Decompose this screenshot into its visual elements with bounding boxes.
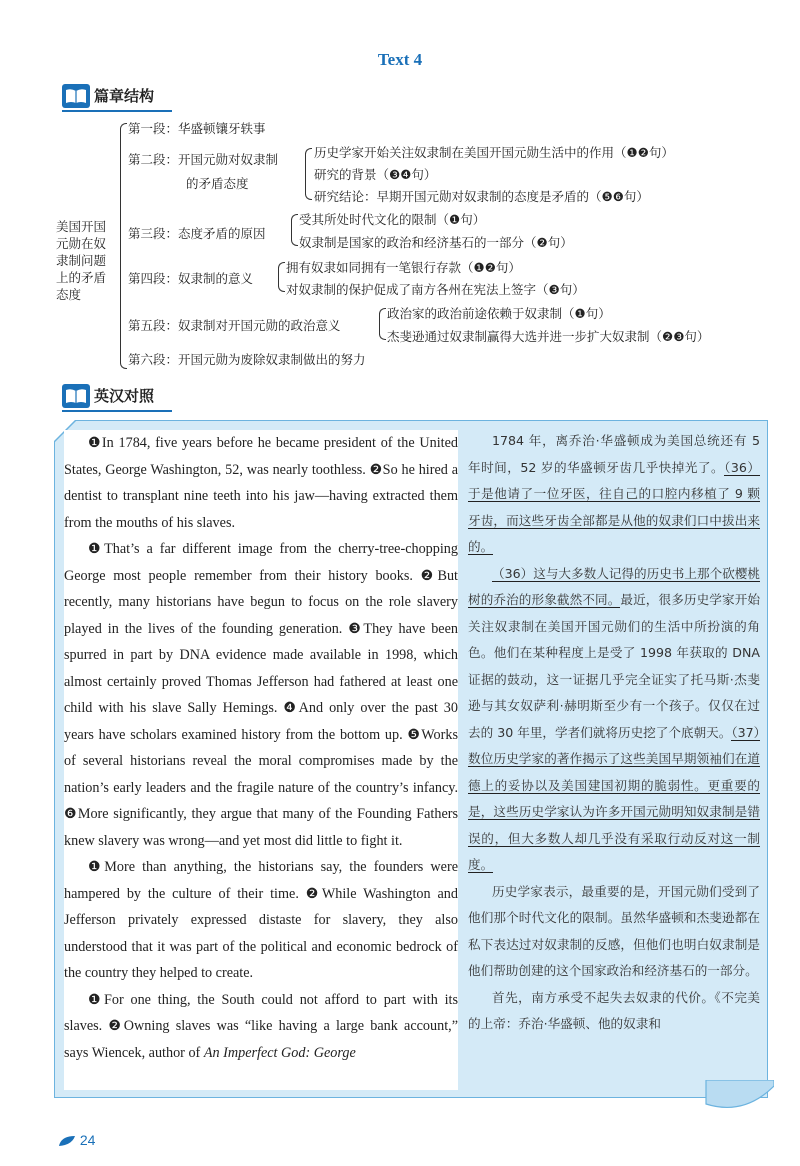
tree-para2-item3: 研究结论：早期开国元勋对奴隶制的态度是矛盾的（❺❻句） <box>314 189 649 204</box>
tree-para5-item2: 杰斐逊通过奴隶制赢得大选并进一步扩大奴隶制（❷❸句） <box>387 329 710 344</box>
chinese-paragraph-2: （36）这与大多数人记得的历史书上那个砍樱桃树的乔治的形象截然不同。最近，很多历史学家开始关注奴隶制在美国开国元勋们的生活中所扮演的角色。他们在某种程度上是受了 1998 年获取的 DNA 证据的鼓动，这一证据几乎完全证实了托马斯·杰斐逊与其女奴萨利·赫明斯至少有一个孩子。仅仅在过去的 30 年里，学者们就将历史挖了个底朝天。（37）数位历史学家的著作揭示了这些美国早期领袖们在道德上的妥协以及美国建国初期的脆弱性。更重要的是，这些历史学家认为许多开国元勋明知奴隶制是错误的，但大多数人却几乎没有采取行动反对这一制度。 <box>468 565 761 872</box>
underlined-sentence: （36）于是他请了一位牙医，往自己的口腔内移植了 9 颗牙齿，而这些牙齿全部都是从他的奴隶们口中拔出来的。 <box>468 459 760 554</box>
underlined-sentence: （37）数位历史学家的著作揭示了这些美国早期领袖们在道德上的妥协以及美国建国初期的脆弱性。更重要的是，这些历史学家认为许多开国元勋明知奴隶制是错误的，但大多数人却几乎没有采取行动反对这一制度。 <box>468 724 760 872</box>
book-icon <box>62 384 90 408</box>
structure-tree <box>0 0 800 390</box>
tree-para2-line1: 第二段：开国元勋对奴隶制 <box>128 152 279 167</box>
tree-para5-item1: 政治家的政治前途依赖于奴隶制（❶句） <box>387 306 611 321</box>
tree-para3: 第三段：态度矛盾的原因 <box>128 226 266 241</box>
tree-para2-line2: 的矛盾态度 <box>186 176 249 191</box>
tree-para4-item1: 拥有奴隶如同拥有一笔银行存款（❶❷句） <box>286 260 521 275</box>
page-curl-icon <box>704 1080 774 1114</box>
chinese-paragraph-3: 历史学家表示，最重要的是，开国元勋们受到了他们那个时代文化的限制。虽然华盛顿和杰斐逊都在私下表达过对奴隶制的反感，但他们也明白奴隶制是他们帮助创建的这个国家政治和经济基石的一部分。 <box>468 883 760 978</box>
english-paragraph-4: ❶For one thing, the South could not afford to part with its slaves. ❷Owning slaves was “like having a large bank account,” says Wiencek, author of An Imperfect God: George <box>64 991 458 1061</box>
tree-root: 美国开国元勋在奴隶制问题上的矛盾态度 <box>56 219 107 302</box>
english-paragraph-3: ❶More than anything, the historians say, the founders were hampered by the culture of their time. ❷While Washington and Jefferson privately expressed distaste for slavery, they also understood that it was part of the political and economic bedrock of the country they helped to create. <box>64 859 458 981</box>
page-number: 24 <box>58 1132 95 1148</box>
section-title: 英汉对照 <box>94 387 155 405</box>
page-title: Text 4 <box>377 50 423 69</box>
section-title: 篇章结构 <box>94 87 155 105</box>
tree-para2-item2: 研究的背景（❸❹句） <box>314 167 437 182</box>
chinese-column <box>468 428 760 1090</box>
leaf-icon <box>58 1135 76 1147</box>
tree-para3-item1: 受其所处时代文化的限制（❶句） <box>299 212 486 227</box>
chinese-paragraph-4: 首先，南方承受不起失去奴隶的代价。《不完美的上帝：乔治·华盛顿、他的奴隶和 <box>468 989 760 1031</box>
english-column <box>64 430 458 1090</box>
tree-para4: 第四段：奴隶制的意义 <box>128 271 254 286</box>
chinese-paragraph-1: 1784 年，离乔治·华盛顿成为美国总统还有 5 年时间，52 岁的华盛顿牙齿几乎快掉光了。（36）于是他请了一位牙医，往自己的口腔内移植了 9 颗牙齿，而这些牙齿全部都是从他的奴隶们口中拔出来的。 <box>468 433 760 554</box>
tree-para4-item2: 对奴隶制的保护促成了南方各州在宪法上签字（❸句） <box>286 282 585 297</box>
underlined-sentence: （36）这与大多数人记得的历史书上那个砍樱桃树的乔治的形象截然不同。 <box>468 565 760 607</box>
tree-para2-item1: 历史学家开始关注奴隶制在美国开国元勋生活中的作用（❶❷句） <box>314 145 674 160</box>
tree-para5: 第五段：奴隶制对开国元勋的政治意义 <box>128 318 341 333</box>
bilingual-panel <box>54 420 768 1098</box>
tree-para1: 第一段：华盛顿镶牙轶事 <box>128 121 266 136</box>
tree-para3-item2: 奴隶制是国家的政治和经济基石的一部分（❷句） <box>299 235 573 250</box>
book-title: An Imperfect God: George <box>203 1044 356 1061</box>
english-paragraph-2: ❶That’s a far different image from the cherry-tree-chopping George most people remember from their history books. ❷But recently, many historians have begun to focus on the role slavery played in the lives of the founding generation. ❸They have been spurred in part by DNA evidence made available in 1998, which almost certainly proved Thomas Jefferson had fathered at least one child with his slave Sally Hemings. ❹And only over the past 30 years have scholars examined history from the bottom up. ❺Works of several historians reveal the moral compromises made by the nation’s early leaders and the fragile nature of the country’s infancy. ❻More significantly, they argue that many of the Founding Fathers knew slavery was wrong—and yet most did little to fight it. <box>64 541 458 849</box>
tree-para6: 第六段：开国元勋为废除奴隶制做出的努力 <box>128 352 366 367</box>
english-paragraph-1: ❶In 1784, five years before he became president of the United States, George Washington, 52, was nearly toothless. ❷So he hired a dentist to transplant nine teeth into his jaw—having extracted them from the mouths of his slaves. <box>64 435 458 531</box>
section-header-bilingual <box>62 384 172 410</box>
